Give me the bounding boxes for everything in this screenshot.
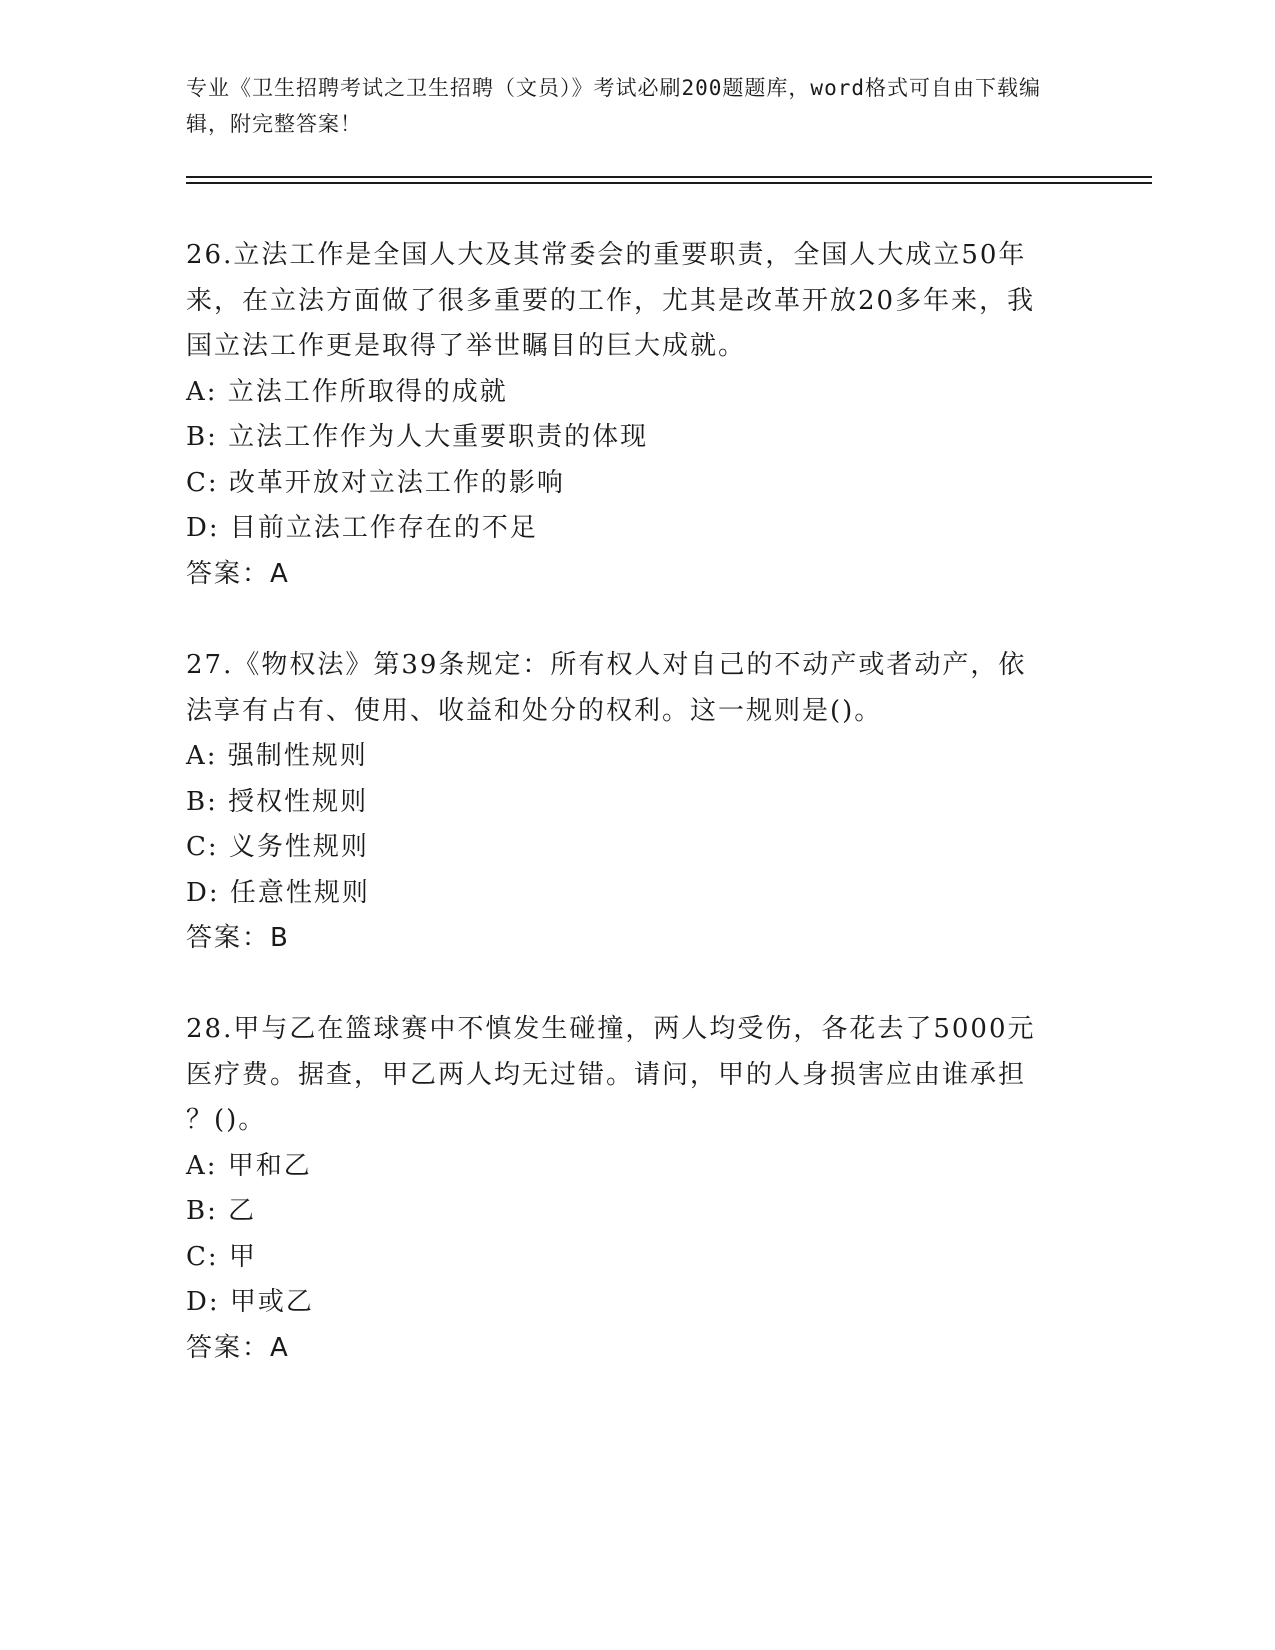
option-b: B: 立法工作作为人大重要职责的体现 — [186, 422, 649, 452]
question-stem: 26.立法工作是全国人大及其常委会的重要职责，全国人大成立50年 来，在立法方面做了很多重要的工作，尤其是改革开放20多年来，我 国立法工作更是取得了举世瞩目的巨大成就。 — [186, 240, 1036, 361]
option-b: B: 乙 — [186, 1196, 257, 1226]
answer-line: 答案：B — [186, 923, 290, 953]
option-d: D: 甲或乙 — [186, 1287, 314, 1317]
question-26 — [186, 233, 1076, 597]
header-divider-top — [186, 176, 1152, 178]
header-divider-bottom — [186, 182, 1152, 184]
answer-line: 答案：A — [186, 1332, 290, 1363]
option-c: C: 义务性规则 — [186, 832, 369, 862]
question-27 — [186, 643, 1076, 962]
option-b: B: 授权性规则 — [186, 786, 369, 817]
question-28 — [186, 1007, 1076, 1371]
option-d: D: 目前立法工作存在的不足 — [186, 513, 538, 543]
answer-line: 答案：A — [186, 558, 290, 589]
question-stem: 28.甲与乙在篮球赛中不慎发生碰撞，两人均受伤，各花去了5000元 医疗费。据查，甲乙两人均无过错。请问，甲的人身损害应由谁承担 ？()。 — [186, 1014, 1036, 1135]
option-d: D: 任意性规则 — [186, 877, 370, 908]
question-stem: 27.《物权法》第39条规定：所有权人对自己的不动产或者动产，依 法享有占有、使用、收益和处分的权利。这一规则是()。 — [186, 650, 1027, 726]
document-header: 专业《卫生招聘考试之卫生招聘（文员）》考试必刷200题题库，word格式可自由下载编辑，附完整答案！ — [186, 76, 1041, 136]
option-a: A: 强制性规则 — [186, 741, 368, 771]
option-c: C: 甲 — [186, 1241, 257, 1272]
option-a: A: 甲和乙 — [186, 1150, 312, 1181]
option-c: C: 改革开放对立法工作的影响 — [186, 467, 565, 498]
option-a: A: 立法工作所取得的成就 — [186, 376, 508, 407]
